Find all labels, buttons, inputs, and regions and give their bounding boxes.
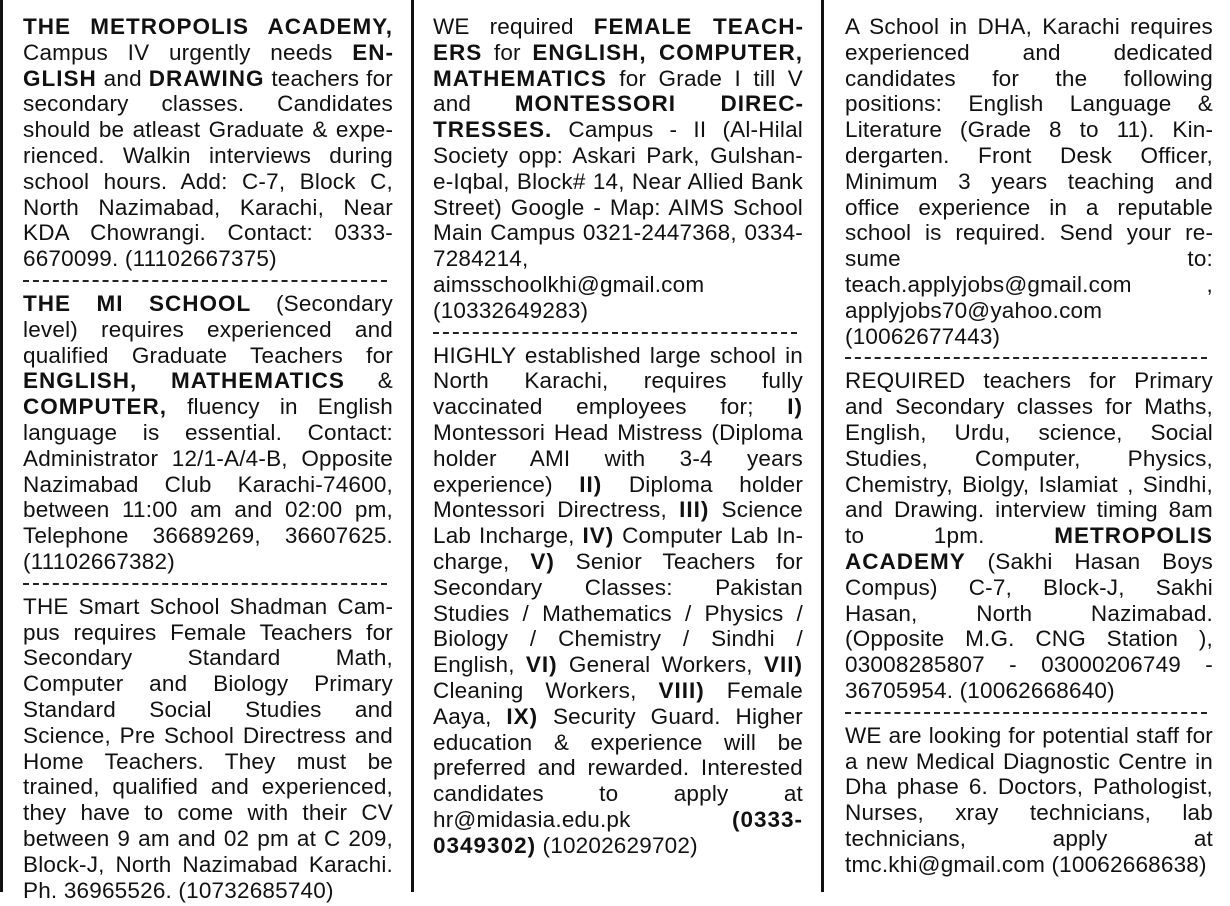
ad-bold-text: (0333-0349302) xyxy=(433,806,803,858)
ad-separator xyxy=(845,357,1207,359)
classified-ad xyxy=(433,14,803,324)
ad-bold-text: THE METROPOLIS ACADEMY, xyxy=(23,14,393,39)
classified-ad xyxy=(845,14,1213,349)
classified-ad xyxy=(433,343,803,859)
ad-text: (Secondary level) requires experienced and qualified Graduate Teachers for xyxy=(23,290,394,368)
ad-text: WE are looking for potential staff for a new Medical Diagnostic Centre in Dha phase 6. Doctors, Pathologist, Nurses, xray technicians, lab technicians, apply at tmc.khi@gmail.com (10062668638) xyxy=(845,722,1213,877)
ad-text: Campus IV urgently needs xyxy=(23,39,353,65)
ad-bold-text: COMPUTER, xyxy=(23,394,167,420)
ad-bold-text: II) xyxy=(579,471,603,497)
ad-bold-text: METROPOLIS ACADEMY xyxy=(845,523,1213,574)
ad-bold-text: DRAWING xyxy=(148,65,265,91)
ad-text: General Workers, xyxy=(557,652,764,678)
ad-text: teachers for secondary classes. Candidates should be atleast Graduate & experienced. Walkin interviews during school hours. Add: C-7, Block C, North Nazimabad, Karachi, Near KDA Chowrangi. Contact: 0333-6670099. (11102667375) xyxy=(23,65,393,272)
ad-bold-text: THE MI SCHOOL xyxy=(23,290,252,316)
ad-text: (10202629702) xyxy=(536,832,698,858)
ad-separator xyxy=(433,332,797,334)
ad-text: for xyxy=(482,39,533,65)
ad-text: Campus - II (Al-Hilal Society opp: Askari Park, Gulshan-e-Iqbal, Block# 14, Near Allied Bank Street) Google - Map: AIMS School Main Campus 0321-2447368, 0334-7284214, aimsschoolkhi@gmail.com (10332649283) xyxy=(433,117,803,323)
ad-bold-text: MONTESSORI DIRECTRESSES. xyxy=(433,91,803,143)
ad-text: Computer Lab Incharge, xyxy=(433,523,803,574)
ad-bold-text: FEMALE TEACHERS xyxy=(433,14,803,65)
ad-column-2 xyxy=(433,14,803,859)
ad-bold-text: VII) xyxy=(763,652,803,678)
ad-separator xyxy=(23,583,387,585)
ad-bold-text: VI) xyxy=(525,652,558,678)
classified-ad xyxy=(845,723,1213,878)
classified-ad xyxy=(23,291,393,575)
ad-column-3 xyxy=(845,14,1213,878)
classified-ad xyxy=(845,368,1213,703)
classified-ad xyxy=(23,14,393,272)
ad-text: and xyxy=(96,65,149,91)
ad-text: Female Aaya, xyxy=(433,677,803,729)
ad-text: for Grade I till V and xyxy=(433,65,803,117)
ad-bold-text: I) xyxy=(787,394,803,420)
ad-text: REQUIRED teachers for Primary and Secondary classes for Maths, English, Urdu, science, Social Studies, Computer, Physics, Chemistry, Biolgy, Islamiat , Sindhi, and Drawing. interview timing 8am to 1pm. xyxy=(845,368,1213,549)
classified-ad xyxy=(23,594,393,904)
ad-bold-text: IV) xyxy=(582,523,615,549)
ad-text: THE Smart School Shadman Campus requires Female Teachers for Secondary Standard Math, Computer and Biology Primary Standard Social Studies and Science, Pre School Directress and Home Teachers. They must be trained, qualified and experienced, they have to come with their CV between 9 am and 02 pm at C 209, Block-J, North Nazimabad Karachi. Ph. 36965526. (10732685740) xyxy=(23,593,393,903)
column-rule-left xyxy=(0,0,3,892)
ad-text: Security Guard. Higher education & experience will be preferred and rewarded. Interested candidates to apply at hr@midasia.edu.pk xyxy=(433,703,803,832)
ad-text: & xyxy=(344,368,393,394)
ad-text: Cleaning Workers, xyxy=(433,677,659,703)
ad-bold-text: ENGLISH, MATHEMATICS xyxy=(23,368,345,394)
ad-bold-text: III) xyxy=(679,497,710,523)
ad-text: Montessori Head Mistress (Diploma holder AMI with 3-4 years experience) xyxy=(433,419,803,497)
ad-bold-text: IX) xyxy=(506,703,539,729)
ad-separator xyxy=(845,712,1207,714)
ad-text: A School in DHA, Karachi requires experienced and dedicated candidates for the following positions: English Language & Literature (Grade 8 to 11). Kindergarten. Front Desk Officer, Minimum 3 years teaching and office experience in a reputable school is required. Send your resume to: teach.applyjobs@gmail.com , applyjobs70@yahoo.com (10062677443) xyxy=(845,14,1213,349)
column-rule-middle-2 xyxy=(821,0,824,892)
ad-bold-text: ENGLISH, COMPUTER, MATHEMATICS xyxy=(433,39,803,91)
ad-bold-text: VIII) xyxy=(658,677,705,703)
ad-text: Diploma holder Montessori Directress, xyxy=(433,471,804,523)
ad-text: Science Lab Incharge, xyxy=(433,497,804,549)
ad-text: WE required xyxy=(433,14,594,39)
ad-text: fluency in English language is essential. Contact: Administrator 12/1-A/4-B, Opposite Nazimabad Club Karachi-74600, between 11:00 am and 02:00 pm, Telephone 36689269, 36607625. (11102667382) xyxy=(23,394,393,574)
ad-text: Senior Teachers for Secondary Classes: Pakistan Studies / Mathematics / Physics / Biology / Chemistry / Sindhi / English, xyxy=(433,548,803,678)
ad-bold-text: V) xyxy=(530,548,555,574)
column-rule-middle-1 xyxy=(411,0,414,892)
ad-text: HIGHLY established large school in North Karachi, requires fully vaccinated employees for; xyxy=(433,342,803,420)
ad-text: (Sakhi Hasan Boys Compus) C-7, Block-J, Sakhi Hasan, North Nazimabad. (Opposite M.G. CNG Station ), 03008285807 - 03000206749 - 36705954. (10062668640) xyxy=(845,548,1213,703)
ad-separator xyxy=(23,280,387,282)
ad-column-1 xyxy=(23,14,393,903)
ad-bold-text: ENGLISH xyxy=(23,39,393,91)
